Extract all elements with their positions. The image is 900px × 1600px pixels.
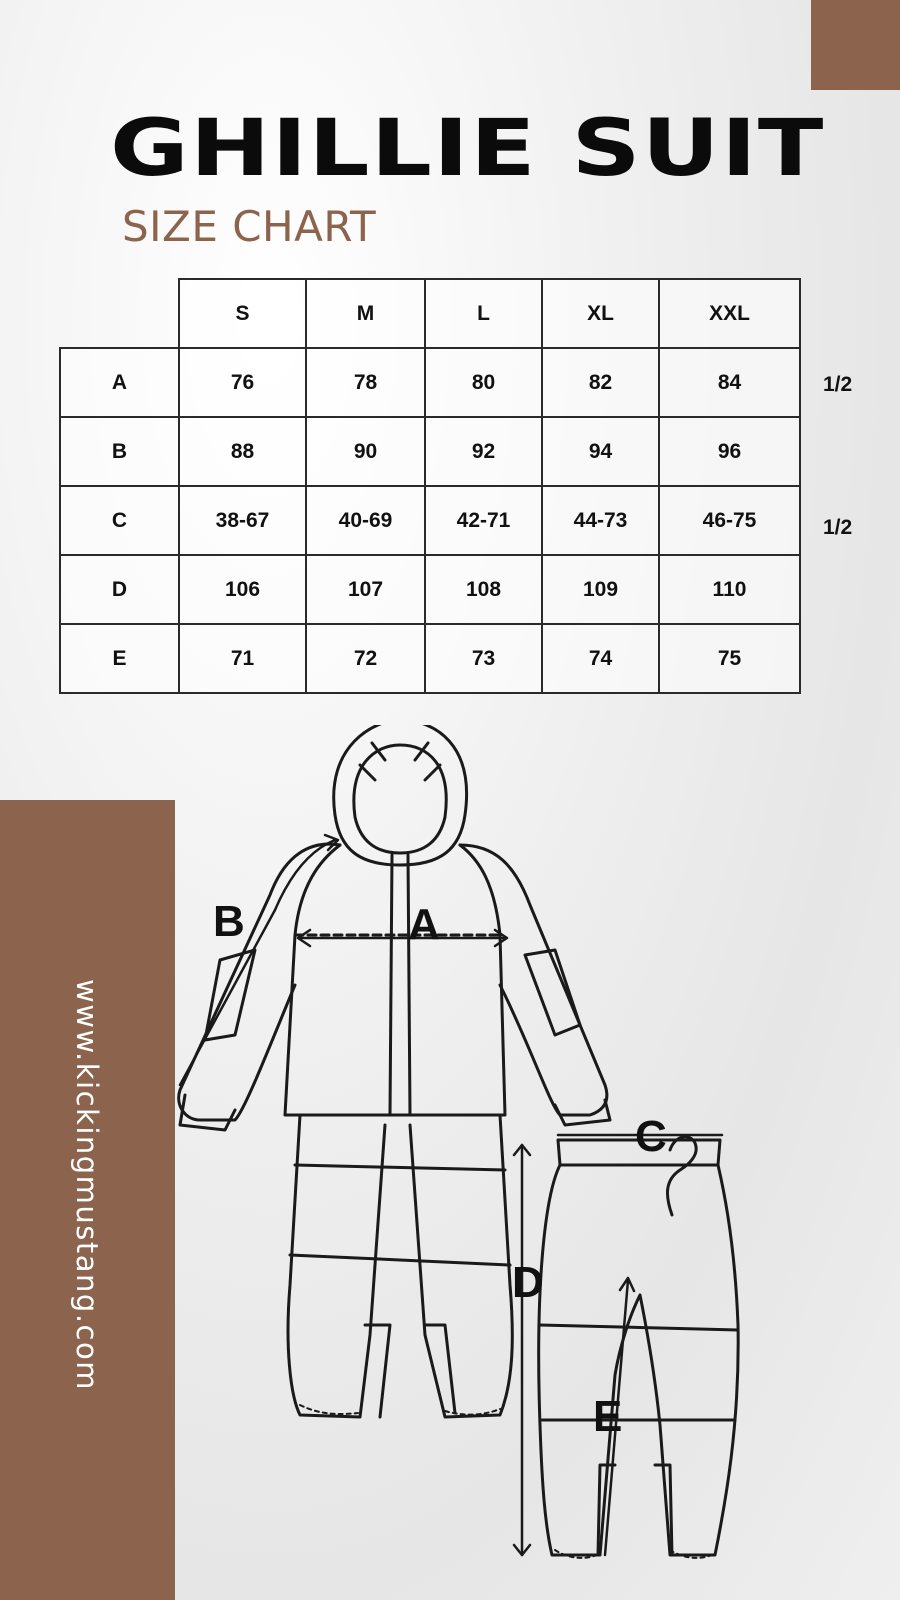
table-cell: 44-73 — [542, 486, 659, 555]
page-title: GHILLIE SUIT — [110, 104, 825, 194]
table-row — [60, 624, 800, 693]
table-cell: 72 — [306, 624, 425, 693]
table-cell: 90 — [306, 417, 425, 486]
table-cell: 73 — [425, 624, 542, 693]
table-cell: 78 — [306, 348, 425, 417]
table-header-row — [60, 279, 800, 348]
table-cell: 76 — [179, 348, 306, 417]
diagram-label-a: A — [408, 900, 440, 949]
row-label: D — [60, 555, 179, 624]
table-cell: 80 — [425, 348, 542, 417]
table-cell: 82 — [542, 348, 659, 417]
diagram-label-b: B — [213, 897, 245, 946]
table-row — [60, 348, 800, 417]
table-cell: 71 — [179, 624, 306, 693]
ghillie-suit-diagram-icon — [160, 725, 780, 1595]
table-row — [60, 417, 800, 486]
size-header: M — [306, 279, 425, 348]
website-url[interactable]: www.kickingmustang.com — [70, 979, 104, 1391]
size-header: S — [179, 279, 306, 348]
table-row — [60, 486, 800, 555]
table-cell: 94 — [542, 417, 659, 486]
table-cell: 88 — [179, 417, 306, 486]
page-subtitle: SIZE CHART — [122, 202, 377, 251]
table-cell: 107 — [306, 555, 425, 624]
size-header: XXL — [659, 279, 800, 348]
diagram-label-d: D — [512, 1258, 544, 1307]
table-cell: 74 — [542, 624, 659, 693]
table-cell: 75 — [659, 624, 800, 693]
table-cell: 96 — [659, 417, 800, 486]
table-corner-cell — [60, 279, 179, 348]
table-cell: 106 — [179, 555, 306, 624]
table-cell: 38-67 — [179, 486, 306, 555]
row-note-c: 1/2 — [823, 516, 853, 539]
table-cell: 108 — [425, 555, 542, 624]
table-cell: 46-75 — [659, 486, 800, 555]
table-cell: 92 — [425, 417, 542, 486]
row-label: E — [60, 624, 179, 693]
size-header: XL — [542, 279, 659, 348]
table-cell: 84 — [659, 348, 800, 417]
table-cell: 109 — [542, 555, 659, 624]
corner-accent-block — [811, 0, 900, 90]
row-label: B — [60, 417, 179, 486]
table-row — [60, 555, 800, 624]
diagram-label-c: C — [635, 1112, 667, 1161]
row-label: A — [60, 348, 179, 417]
diagram-label-e: E — [593, 1392, 623, 1441]
table-cell: 110 — [659, 555, 800, 624]
row-label: C — [60, 486, 179, 555]
row-note-a: 1/2 — [823, 373, 853, 396]
size-header: L — [425, 279, 542, 348]
table-cell: 40-69 — [306, 486, 425, 555]
size-table — [59, 278, 801, 694]
table-cell: 42-71 — [425, 486, 542, 555]
